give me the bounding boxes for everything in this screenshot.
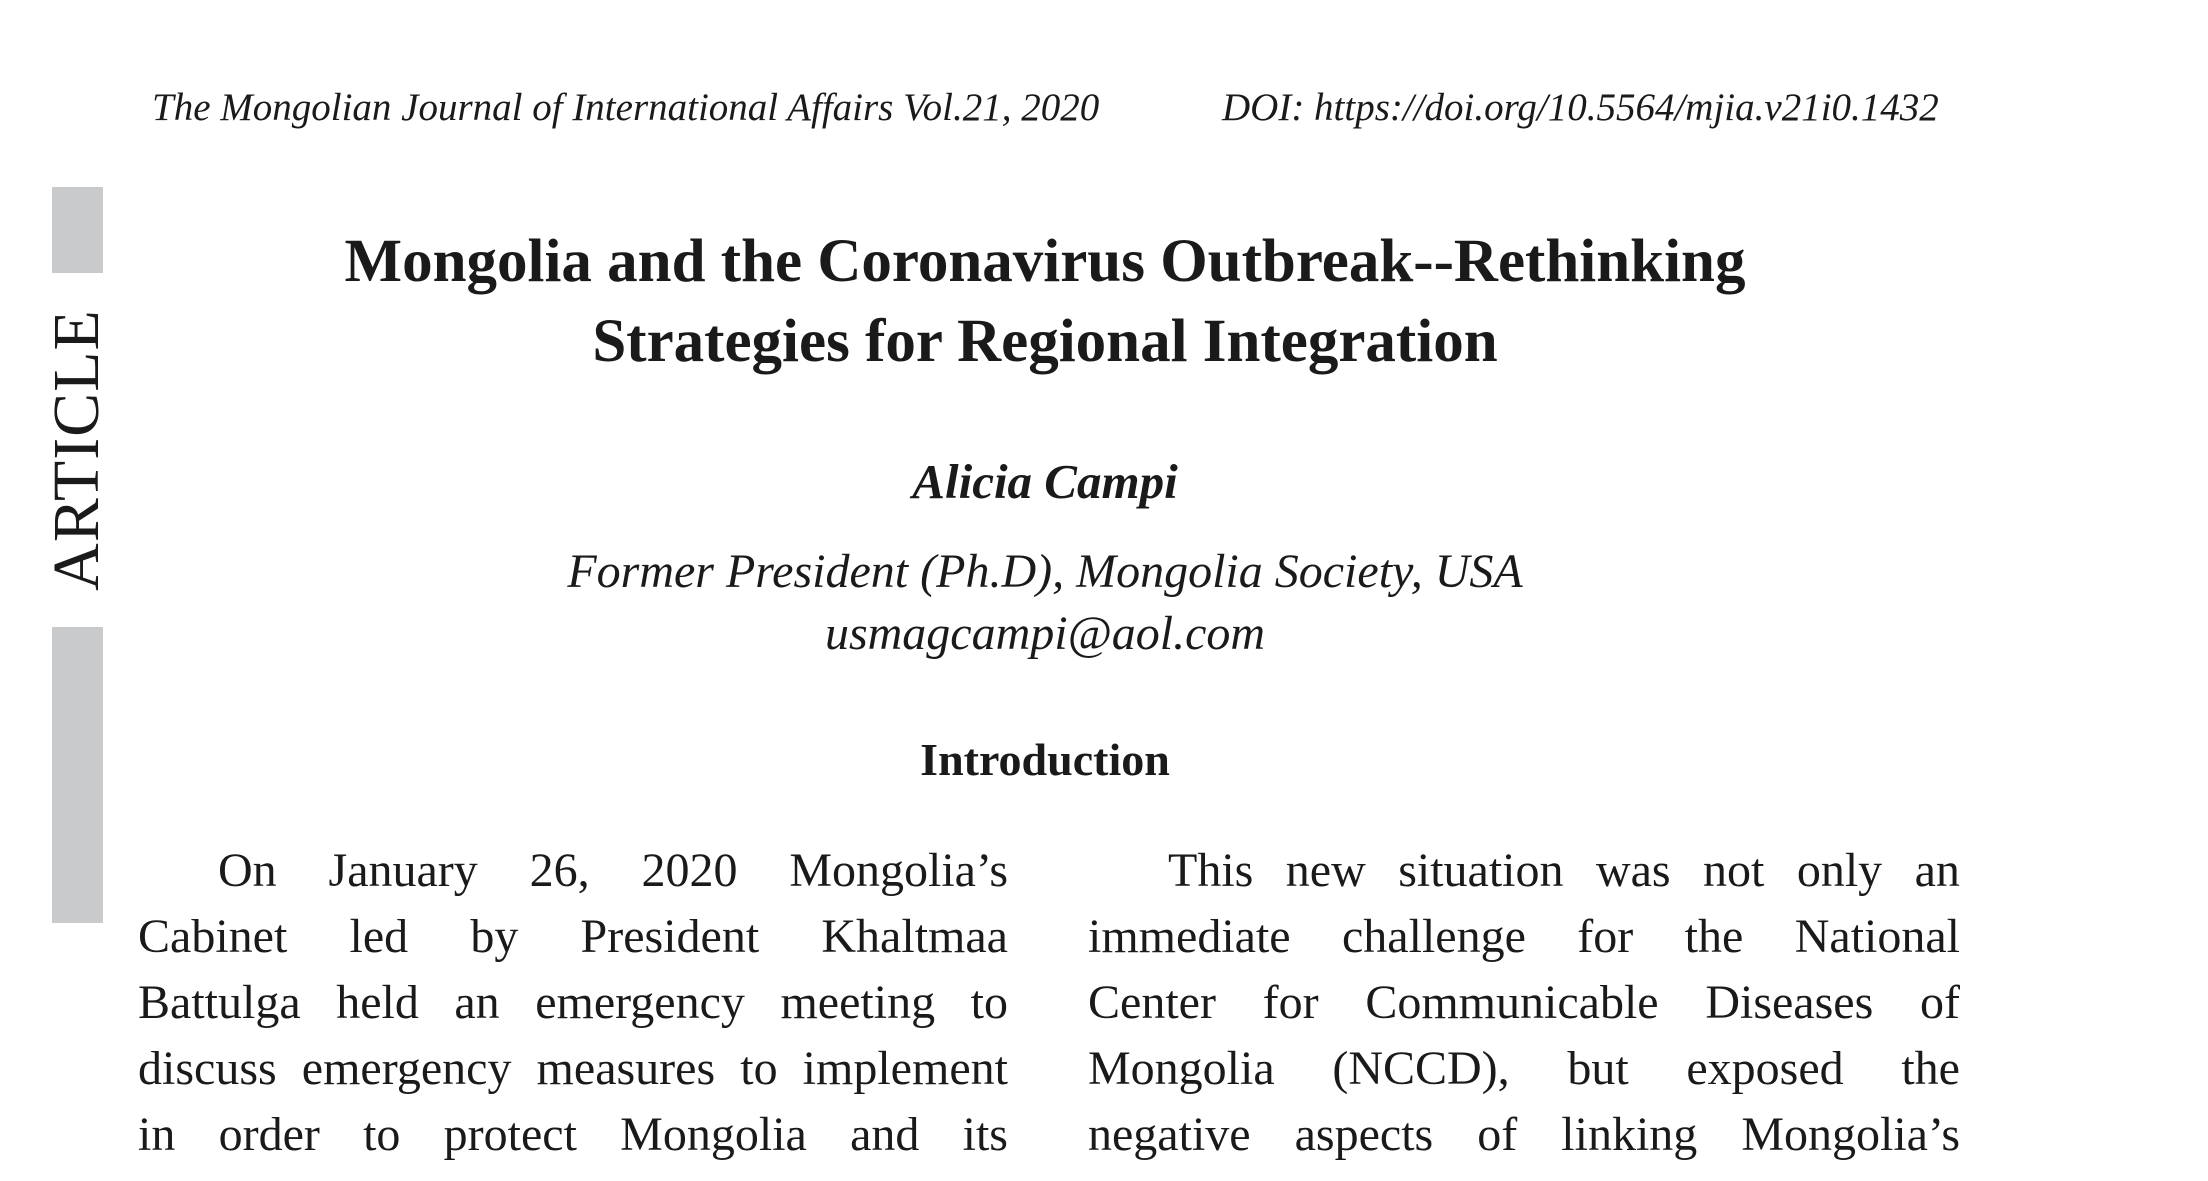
body-word: exposed xyxy=(1686,1042,1844,1095)
body-word: in xyxy=(138,1108,176,1161)
body-word: This xyxy=(1168,844,1254,897)
article-title-line-1: Mongolia and the Coronavirus Outbreak--Rethinking xyxy=(344,228,1746,295)
section-heading: Introduction xyxy=(920,734,1170,785)
body-word: new xyxy=(1285,844,1366,897)
body-word: Diseases xyxy=(1705,976,1874,1029)
body-line xyxy=(138,1036,1008,1102)
body-line xyxy=(1088,970,1960,1036)
body-word: the xyxy=(1684,910,1744,963)
body-word: protect xyxy=(443,1108,577,1161)
body-word: Mongolia xyxy=(620,1108,807,1161)
body-word: Mongolia’s xyxy=(1741,1108,1960,1161)
author-name: Alicia Campi xyxy=(912,454,1178,509)
body-word: only xyxy=(1796,844,1883,897)
body-word: measures xyxy=(536,1042,716,1095)
body-word: of xyxy=(1477,1108,1518,1161)
side-tab-bar-bottom xyxy=(52,627,103,923)
body-word: On xyxy=(218,844,277,897)
body-word: for xyxy=(1262,976,1319,1029)
body-line xyxy=(1088,904,1960,970)
body-line xyxy=(1088,838,1960,904)
body-word: Cabinet xyxy=(138,910,288,963)
body-word: by xyxy=(470,910,519,963)
side-tab-bar-top xyxy=(52,187,103,273)
body-word: January xyxy=(328,844,478,897)
body-word: an xyxy=(1914,844,1960,897)
author-affiliation-block xyxy=(190,541,1900,665)
body-column-left xyxy=(138,838,1008,1168)
body-line xyxy=(138,1102,1008,1168)
body-word: was xyxy=(1595,844,1671,897)
body-word: and xyxy=(850,1108,920,1161)
body-word: an xyxy=(454,976,500,1029)
article-side-tab xyxy=(40,187,113,923)
body-word: the xyxy=(1901,1042,1960,1095)
journal-citation: The Mongolian Journal of International Affairs Vol.21, 2020 xyxy=(152,86,1100,129)
body-line xyxy=(138,904,1008,970)
body-word: to xyxy=(363,1108,401,1161)
body-word: challenge xyxy=(1342,910,1526,963)
article-title-line-2: Strategies for Regional Integration xyxy=(592,308,1498,375)
body-word: not xyxy=(1703,844,1765,897)
body-line xyxy=(1088,1102,1960,1168)
body-word: Battulga xyxy=(138,976,301,1029)
body-word: National xyxy=(1794,910,1960,963)
body-word: (NCCD), xyxy=(1332,1042,1510,1095)
body-word: its xyxy=(962,1108,1008,1161)
body-word: discuss xyxy=(138,1042,277,1095)
body-word: to xyxy=(740,1042,778,1095)
body-word: implement xyxy=(802,1042,1008,1095)
body-word: Mongolia’s xyxy=(789,844,1008,897)
body-word: negative xyxy=(1088,1108,1251,1161)
author-affiliation: Former President (Ph.D), Mongolia Society, USA xyxy=(567,545,1523,598)
body-word: immediate xyxy=(1088,910,1291,963)
body-word: of xyxy=(1919,976,1960,1029)
body-word: Khaltmaa xyxy=(821,910,1008,963)
running-header xyxy=(152,84,1952,132)
body-word: meeting xyxy=(780,976,936,1029)
body-word: emergency xyxy=(301,1042,512,1095)
body-word: but xyxy=(1567,1042,1629,1095)
body-word: Mongolia xyxy=(1088,1042,1275,1095)
body-word: aspects xyxy=(1294,1108,1434,1161)
body-word: for xyxy=(1577,910,1634,963)
body-word: Center xyxy=(1088,976,1216,1029)
body-line xyxy=(138,838,1008,904)
body-word: linking xyxy=(1561,1108,1698,1161)
body-word: led xyxy=(349,910,409,963)
body-line xyxy=(138,970,1008,1036)
body-line xyxy=(1088,1036,1960,1102)
author-email[interactable]: usmagcampi@aol.com xyxy=(824,607,1266,660)
article-title xyxy=(190,222,1900,382)
body-word: situation xyxy=(1398,844,1564,897)
body-word: 26, xyxy=(529,844,590,897)
body-word: Communicable xyxy=(1365,976,1659,1029)
body-column-right xyxy=(1088,838,1960,1168)
body-word: to xyxy=(970,976,1008,1029)
body-word: President xyxy=(580,910,760,963)
doi-link[interactable]: DOI: https://doi.org/10.5564/mjia.v21i0.1432 xyxy=(1222,86,1939,129)
body-word: order xyxy=(218,1108,320,1161)
article-type-label: ARTICLE xyxy=(40,309,113,591)
body-word: held xyxy=(336,976,419,1029)
body-word: emergency xyxy=(535,976,745,1029)
body-word: 2020 xyxy=(641,844,738,897)
